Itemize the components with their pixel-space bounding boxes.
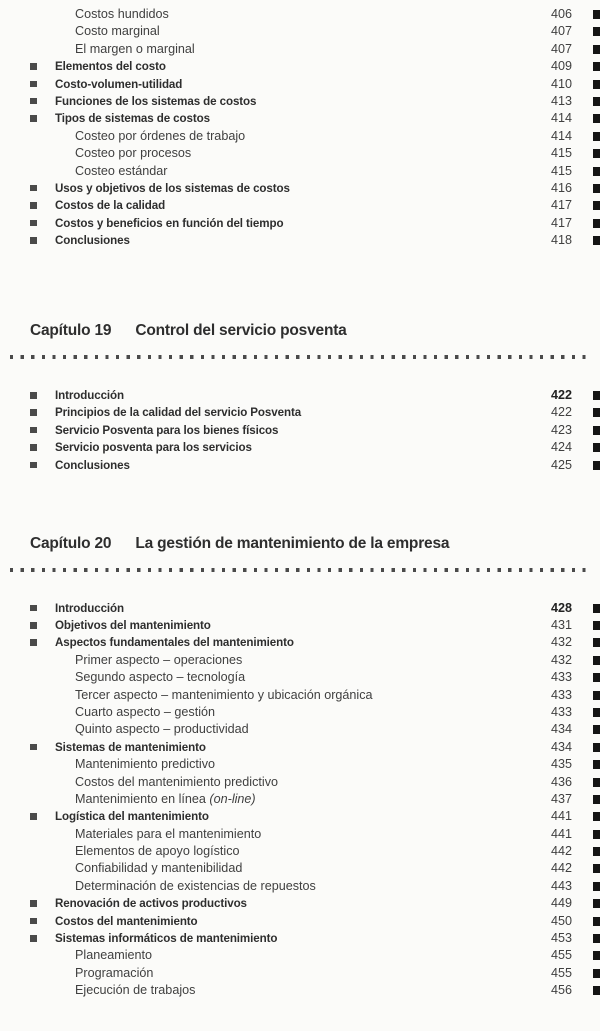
entry-page-number: 432	[550, 635, 572, 650]
page-edge-mark-icon	[593, 986, 600, 995]
page-edge-mark-icon	[593, 882, 600, 891]
square-bullet-icon	[30, 744, 37, 751]
toc-entry	[0, 878, 600, 895]
entry-page-number: 453	[550, 931, 572, 946]
entry-label-text: Determinación de existencias de repuestos	[75, 878, 316, 893]
entry-label	[0, 704, 600, 721]
entry-page-number: 415	[550, 163, 572, 178]
toc-entry	[0, 457, 600, 474]
entry-label-text: Costos del mantenimiento	[55, 914, 198, 928]
page-edge-mark-icon	[593, 62, 600, 71]
chapter-heading	[0, 321, 600, 341]
entry-list	[0, 600, 600, 1000]
page-edge-mark-icon	[593, 830, 600, 839]
entry-page-number: 423	[550, 422, 572, 437]
page-edge-mark-icon	[593, 725, 600, 734]
entry-page-number: 441	[550, 826, 572, 841]
toc-entry	[0, 826, 600, 843]
toc-entry	[0, 23, 600, 40]
entry-label	[0, 756, 600, 773]
entry-label	[0, 6, 600, 23]
entry-label	[0, 965, 600, 982]
entry-list	[0, 387, 600, 474]
entry-label	[0, 600, 600, 617]
entry-label	[0, 110, 600, 127]
entry-page-number: 410	[550, 76, 572, 91]
toc-entry	[0, 774, 600, 791]
entry-page-number: 455	[550, 965, 572, 980]
page-edge-mark-icon	[593, 638, 600, 647]
entry-page-number: 413	[550, 93, 572, 108]
page-edge-mark-icon	[593, 760, 600, 769]
entry-page-number: 417	[550, 215, 572, 230]
entry-label-text: Tipos de sistemas de costos	[55, 112, 210, 126]
entry-label	[0, 145, 600, 162]
entry-page-number: 424	[550, 440, 572, 455]
entry-label-text: Renovación de activos productivos	[55, 897, 247, 911]
entry-label-text: Introducción	[55, 389, 125, 403]
entry-page-number: 416	[550, 180, 572, 195]
entry-label-text: Aspectos fundamentales del mantenimiento	[55, 636, 294, 650]
toc-entry	[0, 617, 600, 634]
page-edge-mark-icon	[593, 847, 600, 856]
entry-label	[0, 617, 600, 634]
entry-label-text: Materiales para el mantenimiento	[75, 826, 262, 841]
toc-entry	[0, 41, 600, 58]
entry-label-text: Cuarto aspecto – gestión	[75, 704, 216, 719]
entry-label-text: Principios de la calidad del servicio Posventa	[55, 406, 302, 420]
chapter-heading	[0, 534, 600, 554]
entry-label-text: Programación	[75, 965, 154, 980]
square-bullet-icon	[30, 392, 37, 399]
chapter-title-label: Control del servicio posventa	[135, 322, 347, 340]
entry-page-number: 432	[550, 652, 572, 667]
dotted-rule-icon	[10, 355, 590, 359]
entry-page-number: 422	[550, 388, 572, 403]
toc-entry	[0, 439, 600, 456]
entry-label	[0, 404, 600, 421]
entry-page-number: 415	[550, 146, 572, 161]
square-bullet-icon	[30, 444, 37, 451]
page-edge-mark-icon	[593, 743, 600, 752]
entry-page-number: 431	[550, 618, 572, 632]
square-bullet-icon	[30, 237, 37, 244]
page-edge-mark-icon	[593, 97, 600, 106]
toc-entry	[0, 197, 600, 214]
entry-page-number: 437	[550, 791, 572, 806]
entry-label-text: Elementos del costo	[55, 60, 166, 74]
entry-page-number: 435	[550, 757, 572, 772]
page-edge-mark-icon	[593, 45, 600, 54]
page-edge-mark-icon	[593, 934, 600, 943]
page-edge-mark-icon	[593, 812, 600, 821]
toc-entry	[0, 982, 600, 999]
page-edge-mark-icon	[593, 27, 600, 36]
page-edge-mark-icon	[593, 691, 600, 700]
entry-page-number: 407	[550, 24, 572, 39]
entry-label-text: Costeo estándar	[75, 163, 168, 178]
page-edge-mark-icon	[593, 899, 600, 908]
entry-label	[0, 878, 600, 895]
entry-label-text: Conclusiones	[55, 458, 130, 472]
toc-entry	[0, 669, 600, 686]
entry-label	[0, 163, 600, 180]
entry-label-text: Costo-volumen-utilidad	[55, 77, 183, 91]
chapter-number-label: Capítulo 19	[30, 322, 112, 340]
entry-label	[0, 215, 600, 232]
toc-entry	[0, 422, 600, 439]
entry-label-italic: (on-line)	[209, 791, 256, 806]
entry-label	[0, 721, 600, 738]
entry-label-text: Costeo por procesos	[75, 146, 192, 161]
toc-entry	[0, 930, 600, 947]
toc-entry	[0, 387, 600, 404]
square-bullet-icon	[30, 462, 37, 469]
square-bullet-icon	[30, 220, 37, 227]
toc-entry	[0, 215, 600, 232]
page-edge-mark-icon	[593, 778, 600, 787]
entry-page-number: 455	[550, 948, 572, 963]
entry-page-number: 406	[550, 7, 572, 21]
square-bullet-icon	[30, 81, 37, 88]
entry-label-text: Conclusiones	[55, 234, 130, 248]
entry-label	[0, 982, 600, 999]
entry-label	[0, 232, 600, 249]
page-edge-mark-icon	[593, 673, 600, 682]
entry-page-number: 433	[550, 704, 572, 719]
page-edge-mark-icon	[593, 201, 600, 210]
entry-label-text: Segundo aspecto – tecnología	[75, 670, 246, 685]
entry-label-text: Planeamiento	[75, 948, 153, 963]
entry-page-number: 418	[550, 233, 572, 248]
entry-label	[0, 197, 600, 214]
entry-label-text: Costeo por órdenes de trabajo	[75, 128, 246, 143]
page-edge-mark-icon	[593, 604, 600, 613]
page-edge-mark-icon	[593, 917, 600, 926]
entry-page-number: 425	[550, 457, 572, 472]
square-bullet-icon	[30, 622, 37, 629]
square-bullet-icon	[30, 918, 37, 925]
toc-entry	[0, 58, 600, 75]
square-bullet-icon	[30, 427, 37, 434]
page-edge-mark-icon	[593, 408, 600, 417]
toc-entry	[0, 110, 600, 127]
entry-label-text: Mantenimiento en línea	[75, 791, 210, 806]
toc-entry	[0, 895, 600, 912]
entry-label-text: Sistemas de mantenimiento	[55, 740, 206, 754]
entry-label	[0, 128, 600, 145]
entry-label-text: Costos de la calidad	[55, 199, 166, 213]
entry-label	[0, 457, 600, 474]
entry-label	[0, 634, 600, 651]
page-edge-mark-icon	[593, 426, 600, 435]
page-edge-mark-icon	[593, 80, 600, 89]
entry-label-text: Servicio Posventa para los bienes físicos	[55, 423, 279, 437]
toc-entry	[0, 600, 600, 617]
entry-label-text: Primer aspecto – operaciones	[75, 652, 243, 667]
entry-label	[0, 652, 600, 669]
entry-label	[0, 93, 600, 110]
toc-entry	[0, 634, 600, 651]
entry-label-text: Costo marginal	[75, 24, 160, 39]
page-edge-mark-icon	[593, 167, 600, 176]
square-bullet-icon	[30, 605, 37, 612]
page-edge-mark-icon	[593, 656, 600, 665]
toc-entry	[0, 6, 600, 23]
square-bullet-icon	[30, 202, 37, 209]
entry-page-number: 450	[550, 913, 572, 928]
page-edge-mark-icon	[593, 443, 600, 452]
entry-page-number: 441	[550, 809, 572, 824]
entry-page-number: 433	[550, 670, 572, 685]
square-bullet-icon	[30, 98, 37, 105]
toc-entry	[0, 93, 600, 110]
page-edge-mark-icon	[593, 219, 600, 228]
page-edge-mark-icon	[593, 795, 600, 804]
chapter-title-label: La gestión de mantenimiento de la empresa	[135, 535, 450, 553]
entry-page-number: 443	[550, 878, 572, 893]
entry-label	[0, 687, 600, 704]
entry-label	[0, 895, 600, 912]
toc-entry	[0, 913, 600, 930]
toc-entry	[0, 232, 600, 249]
entry-label-text: El margen o marginal	[75, 41, 195, 56]
entry-label	[0, 58, 600, 75]
entry-list	[0, 6, 600, 249]
square-bullet-icon	[30, 639, 37, 646]
page-edge-mark-icon	[593, 461, 600, 470]
entry-label-text: Funciones de los sistemas de costos	[55, 94, 257, 108]
entry-label-text: Ejecución de trabajos	[75, 983, 196, 998]
toc-entry	[0, 163, 600, 180]
toc-entry	[0, 180, 600, 197]
toc-entry	[0, 739, 600, 756]
entry-label	[0, 791, 600, 808]
square-bullet-icon	[30, 935, 37, 942]
entry-label	[0, 76, 600, 93]
square-bullet-icon	[30, 409, 37, 416]
entry-page-number: 428	[550, 600, 572, 615]
entry-page-number: 407	[550, 41, 572, 56]
toc-entry	[0, 687, 600, 704]
toc-entry	[0, 704, 600, 721]
square-bullet-icon	[30, 63, 37, 70]
entry-page-number: 414	[550, 111, 572, 126]
dotted-rule-icon	[10, 568, 590, 572]
entry-page-number: 422	[550, 405, 572, 420]
page-edge-mark-icon	[593, 236, 600, 245]
entry-label	[0, 774, 600, 791]
toc-entry	[0, 965, 600, 982]
entry-label-text: Costos hundidos	[75, 7, 169, 21]
entry-label	[0, 439, 600, 456]
entry-label-text: Logística del mantenimiento	[55, 810, 209, 824]
entry-page-number: 433	[550, 687, 572, 702]
entry-label-text: Introducción	[55, 601, 125, 615]
square-bullet-icon	[30, 900, 37, 907]
entry-label	[0, 387, 600, 404]
entry-label	[0, 23, 600, 40]
toc-page	[0, 6, 600, 1031]
entry-label-text: Elementos de apoyo logístico	[75, 844, 240, 859]
entry-label-text: Confiabilidad y mantenibilidad	[75, 861, 243, 876]
toc-entry	[0, 404, 600, 421]
entry-page-number: 442	[550, 861, 572, 876]
toc-entry	[0, 860, 600, 877]
entry-page-number: 434	[550, 722, 572, 737]
toc-entry	[0, 652, 600, 669]
square-bullet-icon	[30, 115, 37, 122]
toc-entry	[0, 808, 600, 825]
entry-page-number: 456	[550, 983, 572, 998]
entry-label	[0, 826, 600, 843]
toc-entry	[0, 128, 600, 145]
toc-entry	[0, 76, 600, 93]
entry-label-text: Costos del mantenimiento predictivo	[75, 774, 279, 789]
toc-entry	[0, 721, 600, 738]
entry-label-text: Sistemas informáticos de mantenimiento	[55, 932, 278, 946]
entry-label	[0, 669, 600, 686]
page-edge-mark-icon	[593, 10, 600, 19]
entry-label-text: Servicio posventa para los servicios	[55, 441, 252, 455]
page-edge-mark-icon	[593, 132, 600, 141]
page-edge-mark-icon	[593, 969, 600, 978]
page-edge-mark-icon	[593, 184, 600, 193]
page-edge-mark-icon	[593, 114, 600, 123]
page-edge-mark-icon	[593, 951, 600, 960]
entry-label-text: Quinto aspecto – productividad	[75, 722, 249, 737]
entry-label	[0, 930, 600, 947]
entry-label	[0, 947, 600, 964]
entry-label	[0, 860, 600, 877]
toc-entry	[0, 145, 600, 162]
chapter-number-label: Capítulo 20	[30, 535, 112, 553]
square-bullet-icon	[30, 185, 37, 192]
entry-page-number: 434	[550, 739, 572, 754]
entry-label	[0, 180, 600, 197]
page-edge-mark-icon	[593, 391, 600, 400]
entry-page-number: 414	[550, 128, 572, 143]
entry-label	[0, 808, 600, 825]
entry-page-number: 409	[550, 59, 572, 74]
entry-label	[0, 913, 600, 930]
page-edge-mark-icon	[593, 708, 600, 717]
page-edge-mark-icon	[593, 864, 600, 873]
square-bullet-icon	[30, 813, 37, 820]
entry-page-number: 436	[550, 774, 572, 789]
toc-entry	[0, 947, 600, 964]
entry-page-number: 442	[550, 844, 572, 859]
toc-entry	[0, 843, 600, 860]
entry-label	[0, 739, 600, 756]
entry-page-number: 449	[550, 896, 572, 911]
toc-entry	[0, 791, 600, 808]
entry-label	[0, 843, 600, 860]
entry-label-text: Mantenimiento predictivo	[75, 757, 216, 772]
entry-label-text: Costos y beneficios en función del tiempo	[55, 216, 284, 230]
entry-label-text: Tercer aspecto – mantenimiento y ubicación orgánica	[75, 687, 373, 702]
entry-label-text: Objetivos del mantenimiento	[55, 619, 211, 632]
page-edge-mark-icon	[593, 621, 600, 630]
page-edge-mark-icon	[593, 149, 600, 158]
entry-label	[0, 41, 600, 58]
toc-content	[0, 6, 600, 1000]
entry-label	[0, 422, 600, 439]
entry-page-number: 417	[550, 198, 572, 213]
entry-label-text: Usos y objetivos de los sistemas de costos	[55, 181, 290, 195]
toc-entry	[0, 756, 600, 773]
